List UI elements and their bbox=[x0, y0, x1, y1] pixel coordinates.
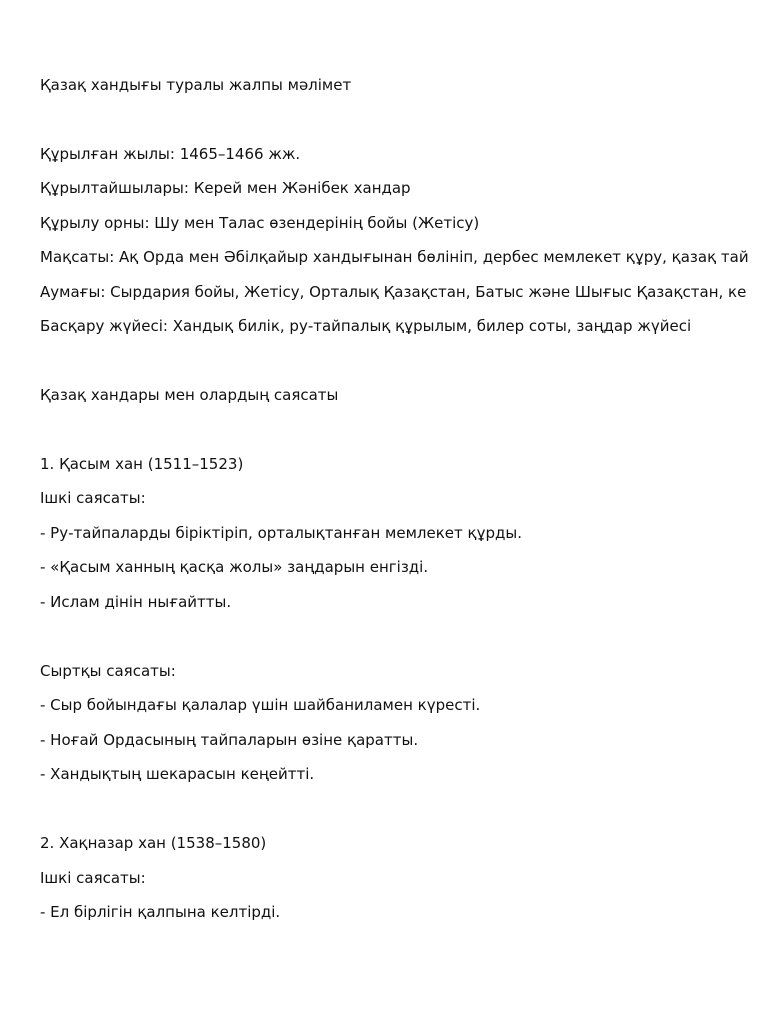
section-heading-general-info: Қазақ хандығы туралы жалпы мәлімет bbox=[40, 76, 352, 94]
kasym-internal-heading: Ішкі саясаты: bbox=[40, 489, 146, 507]
kasym-internal-item: - Ислам дінін нығайтты. bbox=[40, 593, 232, 611]
khan-title-kasym: 1. Қасым хан (1511–1523) bbox=[40, 455, 244, 473]
fact-founders: Құрылтайшылары: Керей мен Жәнібек хандар bbox=[40, 179, 411, 197]
fact-purpose: Мақсаты: Ақ Орда мен Әбілқайыр хандығынан бөлініп, дербес мемлекет құру, қазақ тай bbox=[40, 248, 749, 266]
fact-governance: Басқару жүйесі: Хандық билік, ру-тайпалық құрылым, билер соты, заңдар жүйесі bbox=[40, 317, 692, 335]
kasym-internal-item: - Ру-тайпаларды біріктіріп, орталықтанған мемлекет құрды. bbox=[40, 524, 522, 542]
khaknazar-internal-item: - Ел бірлігін қалпына келтірді. bbox=[40, 903, 281, 921]
fact-founding-place: Құрылу орны: Шу мен Талас өзендерінің бойы (Жетісу) bbox=[40, 214, 480, 232]
kasym-internal-item: - «Қасым ханның қасқа жолы» заңдарын енгізді. bbox=[40, 558, 429, 576]
fact-founded-year: Құрылған жылы: 1465–1466 жж. bbox=[40, 145, 301, 163]
khan-title-khaknazar: 2. Хақназар хан (1538–1580) bbox=[40, 834, 267, 852]
kasym-external-item: - Сыр бойындағы қалалар үшін шайбаниламен күресті. bbox=[40, 696, 481, 714]
kasym-external-heading: Сыртқы саясаты: bbox=[40, 662, 176, 680]
fact-territory: Аумағы: Сырдария бойы, Жетісу, Орталық Қазақстан, Батыс және Шығыс Қазақстан, ке bbox=[40, 283, 747, 301]
section-heading-khans: Қазақ хандары мен олардың саясаты bbox=[40, 386, 339, 404]
kasym-external-item: - Хандықтың шекарасын кеңейтті. bbox=[40, 765, 315, 783]
kasym-external-item: - Ноғай Ордасының тайпаларын өзіне қаратты. bbox=[40, 731, 419, 749]
khaknazar-internal-heading: Ішкі саясаты: bbox=[40, 869, 146, 887]
